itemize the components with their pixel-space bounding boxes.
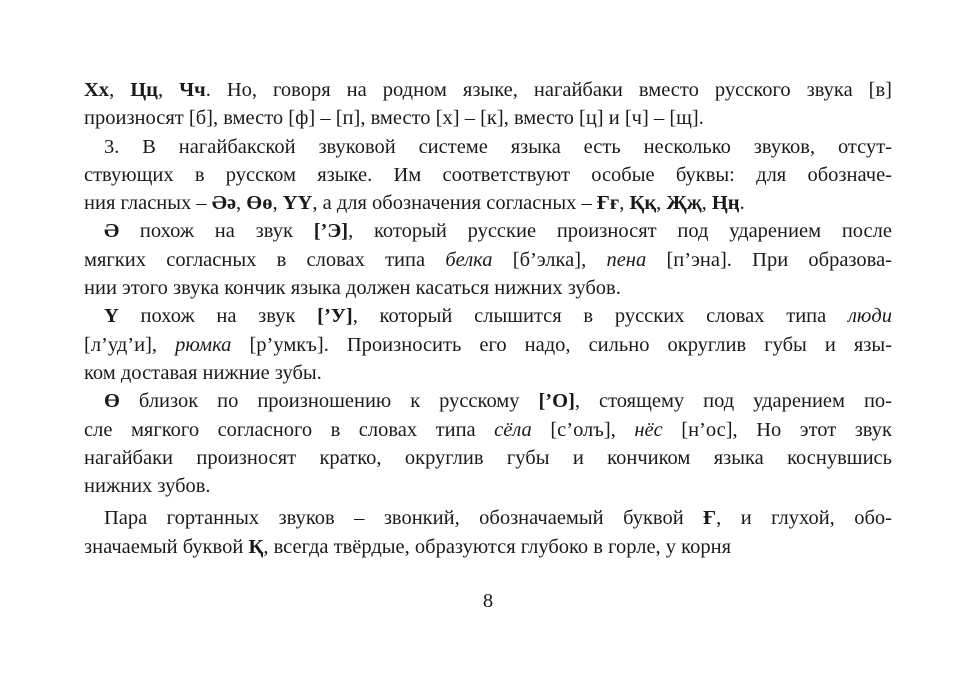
bold-text: Өө (246, 192, 273, 215)
text-run: нии этого звука кончик языка должен касаться нижних зубов. (84, 277, 621, 300)
text-line (84, 104, 892, 132)
text-run: , (272, 192, 283, 215)
text-line (84, 76, 892, 104)
bold-text: Әә (211, 192, 237, 215)
text-run: похож на звук (119, 220, 314, 243)
text-run: [л’уд’и], (84, 333, 176, 356)
text-line (84, 504, 892, 532)
text-run: произносят [б], вместо [ф] – [п], вместо [х] – [к], вместо [ц] и [ч] – [щ]. (84, 107, 704, 130)
page-number: 8 (482, 590, 494, 612)
text-run: , (109, 79, 131, 101)
text-run: . (739, 192, 745, 215)
text-run: [р’умкъ]. Произносить его надо, сильно округлив губы и язы- (231, 333, 892, 356)
text-run: ния гласных – (84, 192, 212, 215)
text-run: , стоящему под ударением по- (574, 390, 892, 413)
text-run: , и глухой, обо- (716, 507, 892, 530)
text-run: [н’ос], Но этот звук (662, 418, 892, 441)
italic-text: сёла (494, 418, 532, 441)
paragraph (84, 302, 892, 387)
bold-text: Чч (179, 79, 206, 101)
text-run: близок по произношению к русскому (119, 390, 539, 413)
body-text (84, 76, 892, 561)
text-run: . Но, говоря на родном языке, нагайбаки вместо русского звука [в] (205, 79, 893, 101)
italic-text: нёс (634, 418, 663, 441)
italic-text: рюмка (175, 333, 232, 356)
italic-text: люди (847, 305, 892, 328)
text-line (84, 533, 892, 561)
italic-text: пена (606, 248, 647, 271)
paragraph (84, 76, 892, 133)
text-run: [б’элка], (492, 248, 607, 271)
text-line (84, 302, 892, 330)
text-run: нагайбаки произносят кратко, округлив губы и кончиком языка коснувшись (84, 446, 892, 469)
text-run: , (236, 192, 247, 215)
bold-text: [’Э] (313, 220, 349, 243)
text-run: [с’олъ], (531, 418, 635, 441)
text-run: , а для обозначения согласных – (312, 192, 597, 215)
text-line (84, 472, 892, 500)
text-line (84, 246, 892, 274)
text-line (84, 359, 892, 387)
bold-text: Җҗ (666, 192, 702, 215)
paragraph (84, 133, 892, 218)
text-run: , (656, 192, 667, 215)
text-run: , который русские произносят под ударением после (348, 220, 892, 243)
text-run: похож на звук (118, 305, 318, 328)
bold-text: [’О] (538, 390, 575, 413)
paragraph (84, 387, 892, 500)
text-line (84, 189, 892, 217)
bold-text: Ү (104, 305, 119, 328)
bold-text: Цц (130, 79, 158, 101)
text-run: , (619, 192, 630, 215)
bold-text: Ққ (629, 192, 657, 215)
bold-text: Ө (104, 390, 120, 413)
bold-text: Ғғ (596, 192, 620, 215)
paragraph (84, 504, 892, 561)
text-line (84, 387, 892, 415)
text-run: , который слышится в русских словах типа (352, 305, 848, 328)
text-run: , (157, 79, 180, 101)
text-run: ствующих в русском языке. Им соответствуют особые буквы: для обозначе- (84, 163, 892, 186)
text-line (84, 444, 892, 472)
text-line (84, 416, 892, 444)
paragraph (84, 217, 892, 302)
text-line (84, 161, 892, 189)
text-line (84, 274, 892, 302)
text-run: [п’эна]. При образова- (646, 248, 892, 271)
bold-text: Қ (248, 535, 264, 558)
bold-text: ҮҮ (282, 192, 313, 215)
text-line (84, 331, 892, 359)
bold-text: Хх (84, 79, 110, 101)
text-run: мягких согласных в словах типа (84, 248, 446, 271)
text-line (84, 133, 892, 161)
bold-text: Ә (104, 220, 120, 243)
italic-text: белка (445, 248, 493, 271)
text-run: Пара гортанных звуков – звонкий, обозначаемый буквой (104, 507, 704, 530)
text-run: сле мягкого согласного в словах типа (84, 418, 495, 441)
text-run: нижних зубов. (84, 475, 211, 498)
text-run: значаемый буквой (84, 535, 249, 558)
text-run: ком доставая нижние зубы. (84, 361, 322, 384)
bold-text: Ңң (711, 192, 740, 215)
text-line (84, 217, 892, 245)
text-run: , всегда твёрдые, образуются глубоко в горле, у корня (263, 535, 732, 558)
bold-text: Ғ (703, 507, 717, 530)
text-run: 3. В нагайбакской звуковой системе языка есть несколько звуков, отсут- (104, 135, 892, 158)
bold-text: [’У] (317, 305, 353, 328)
text-run: , (701, 192, 712, 215)
